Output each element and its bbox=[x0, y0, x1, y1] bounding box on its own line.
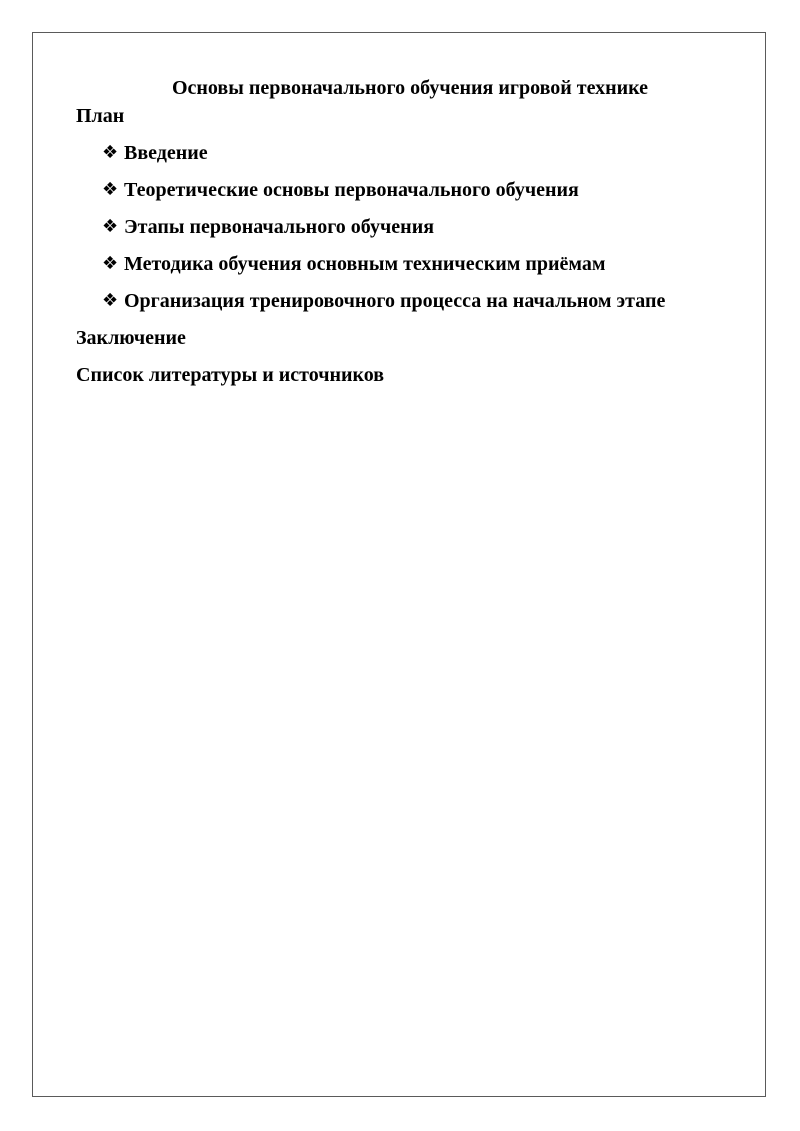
plan-list bbox=[76, 141, 736, 326]
document-content bbox=[76, 76, 736, 400]
plan-item bbox=[76, 289, 736, 326]
diamond-bullet-icon: ❖ bbox=[102, 142, 119, 163]
plan-item-label: Методика обучения основным техническим приёмам bbox=[124, 253, 606, 275]
diamond-bullet-icon: ❖ bbox=[102, 253, 119, 274]
plan-item bbox=[76, 141, 736, 178]
plan-item bbox=[76, 252, 736, 289]
diamond-bullet-icon: ❖ bbox=[102, 290, 119, 311]
references-heading: Список литературы и источников bbox=[76, 364, 385, 386]
plan-item-label: Этапы первоначального обучения bbox=[124, 216, 435, 238]
diamond-bullet-icon: ❖ bbox=[102, 216, 119, 237]
diamond-bullet-icon: ❖ bbox=[102, 179, 119, 200]
plan-item-label: Введение bbox=[124, 142, 208, 164]
plan-item bbox=[76, 215, 736, 252]
plan-heading: План bbox=[76, 105, 125, 127]
plan-item-label: Организация тренировочного процесса на начальном этапе bbox=[124, 290, 666, 312]
document-title: Основы первоначального обучения игровой технике bbox=[171, 77, 649, 99]
plan-item-label: Теоретические основы первоначального обучения bbox=[124, 179, 579, 201]
plan-item bbox=[76, 178, 736, 215]
conclusion-heading: Заключение bbox=[76, 327, 186, 349]
